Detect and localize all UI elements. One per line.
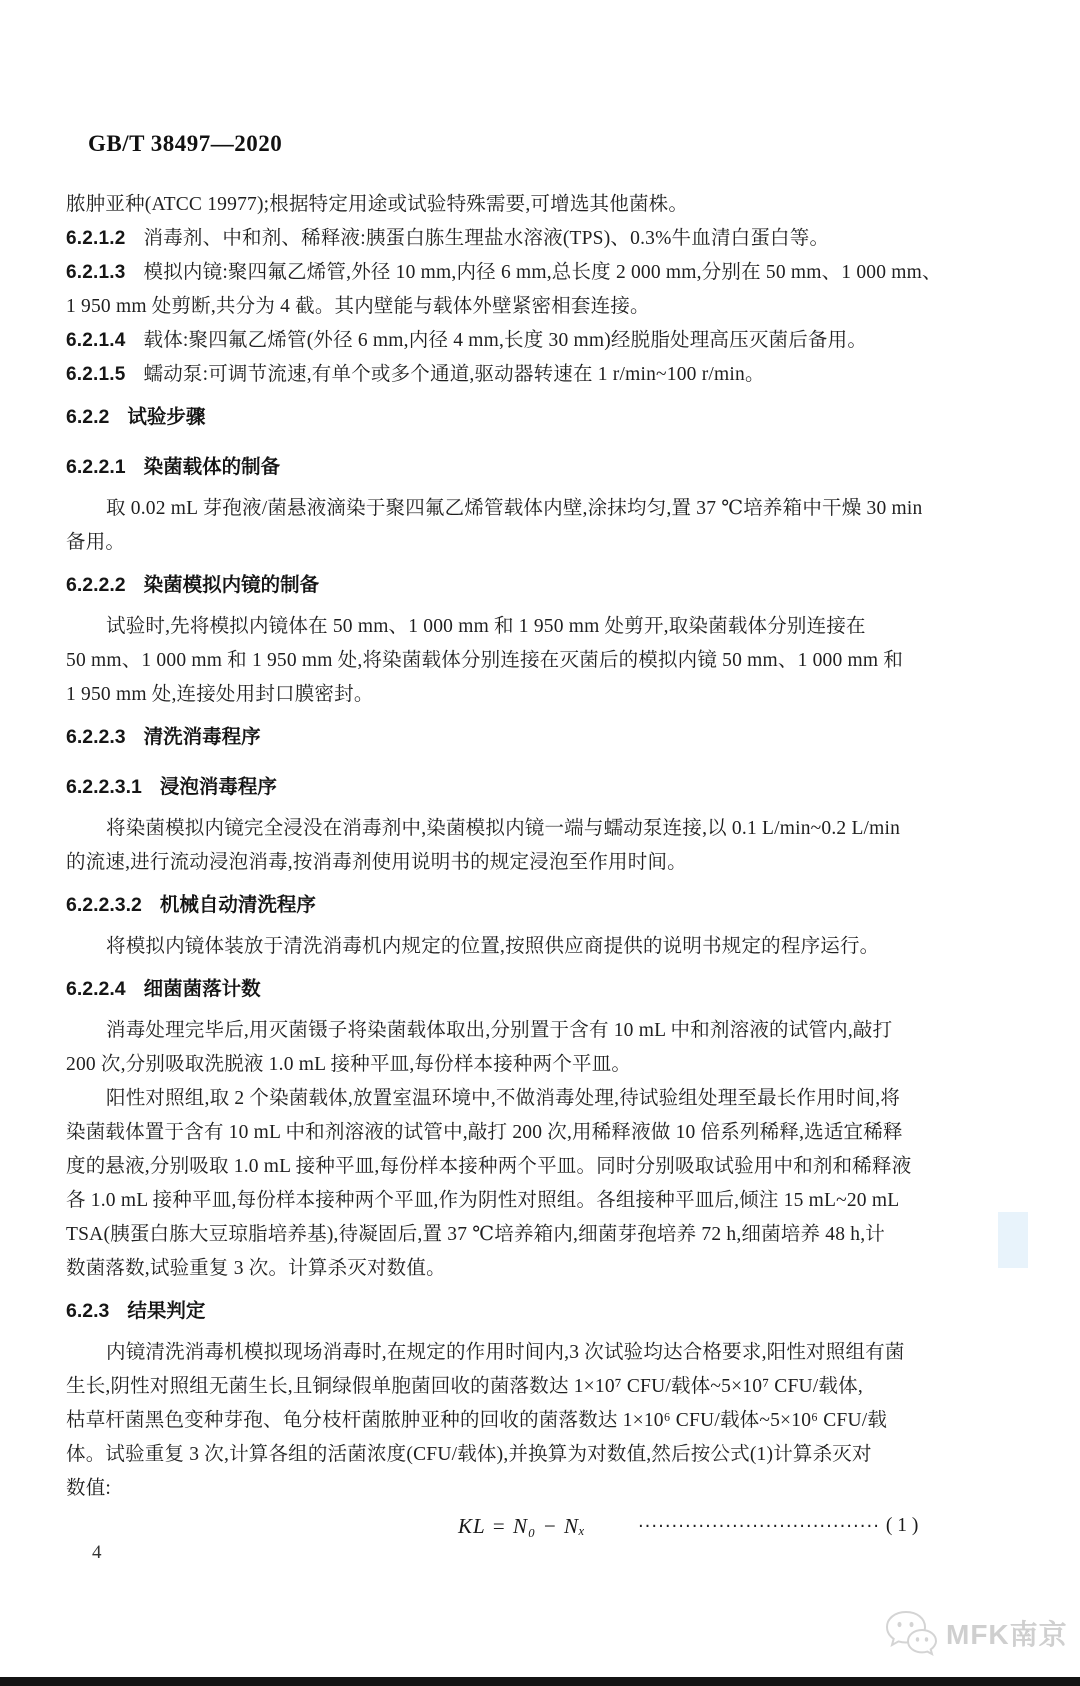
text-line	[66, 1370, 1022, 1404]
text-line	[66, 1438, 1022, 1472]
formula-number: ( 1 )	[885, 1515, 919, 1536]
heading-title: 浸泡消毒程序	[159, 776, 277, 798]
line-text: 备用。	[66, 532, 126, 553]
line-text: 消毒处理完毕后,用灭菌镊子将染菌载体取出,分别置于含有 10 mL 中和剂溶液的试管内,敲打	[106, 1020, 893, 1041]
clause-number: 6.2.1.4	[66, 330, 126, 351]
heading-title: 细菌菌落计数	[143, 978, 261, 1000]
line-text: 蠕动泵:可调节流速,有单个或多个通道,驱动器转速在 1 r/min~100 r/min。	[143, 364, 765, 385]
text-line	[66, 1014, 1022, 1048]
section-heading	[66, 400, 1022, 434]
line-text: 模拟内镜:聚四氟乙烯管,外径 10 mm,内径 6 mm,总长度 2 000 mm,分别在 50 mm、1 000 mm、	[143, 262, 942, 283]
text-line	[66, 526, 1022, 560]
text-line	[66, 846, 1022, 880]
section-heading	[66, 972, 1022, 1006]
heading-title: 结果判定	[127, 1300, 206, 1322]
watermark	[882, 1608, 1068, 1658]
text-line	[66, 678, 1022, 712]
section-heading	[66, 568, 1022, 602]
clause-number: 6.2.1.3	[66, 262, 126, 283]
text-line	[66, 256, 1022, 290]
standard-number: GB/T 38497—2020	[88, 131, 283, 156]
text-line	[66, 1472, 1022, 1506]
section-heading	[66, 720, 1022, 754]
watermark-text: MFK南京	[946, 1619, 1068, 1650]
line-text: 1 950 mm 处剪断,共分为 4 截。其内壁能与载体外壁紧密相套连接。	[66, 296, 650, 317]
text-line	[66, 188, 1022, 222]
line-text: 200 次,分别吸取洗脱液 1.0 mL 接种平皿,每份样本接种两个平皿。	[66, 1054, 632, 1075]
heading-number: 6.2.2.1	[66, 456, 126, 478]
text-line	[66, 324, 1022, 358]
section-heading	[66, 1294, 1022, 1328]
text-line	[66, 1116, 1022, 1150]
heading-title: 试验步骤	[127, 406, 206, 428]
text-line	[66, 930, 1022, 964]
text-line	[66, 1404, 1022, 1438]
heading-number: 6.2.2.3.1	[66, 776, 142, 798]
line-text: TSA(胰蛋白胨大豆琼脂培养基),待凝固后,置 37 ℃培养箱内,细菌芽孢培养 72 h,细菌培养 48 h,计	[66, 1224, 885, 1245]
line-text: 取 0.02 mL 芽孢液/菌悬液滴染于聚四氟乙烯管载体内壁,涂抹均匀,置 37 ℃培养箱中干燥 30 min	[106, 498, 923, 519]
text-line	[66, 1252, 1022, 1286]
clause-number: 6.2.1.5	[66, 364, 126, 385]
line-text: 将染菌模拟内镜完全浸没在消毒剂中,染菌模拟内镜一端与蠕动泵连接,以 0.1 L/min~0.2 L/min	[106, 818, 901, 839]
text-line	[66, 290, 1022, 324]
text-line	[66, 1082, 1022, 1116]
text-line	[66, 1150, 1022, 1184]
page-number: 4	[92, 1542, 102, 1563]
line-text: 体。试验重复 3 次,计算各组的活菌浓度(CFU/载体),并换算为对数值,然后按公式(1)计算杀灭对	[66, 1444, 872, 1465]
text-line	[66, 492, 1022, 526]
line-text: 生长,阴性对照组无菌生长,且铜绿假单胞菌回收的菌落数达 1×10⁷ CFU/载体~5×10⁷ CFU/载体,	[66, 1376, 863, 1397]
heading-title: 清洗消毒程序	[143, 726, 261, 748]
line-text: 数菌落数,试验重复 3 次。计算杀灭对数值。	[66, 1258, 446, 1279]
formula-row	[66, 1506, 1022, 1546]
heading-number: 6.2.3	[66, 1300, 110, 1322]
text-line	[66, 358, 1022, 392]
heading-title: 染菌模拟内镜的制备	[143, 574, 320, 596]
heading-title: 机械自动清洗程序	[159, 894, 316, 916]
heading-title: 染菌载体的制备	[143, 456, 281, 478]
heading-number: 6.2.2.2	[66, 574, 126, 596]
line-text: 1 950 mm 处,连接处用封口膜密封。	[66, 684, 374, 705]
formula-dot-leader: ····································	[637, 1515, 880, 1537]
heading-number: 6.2.2.3.2	[66, 894, 142, 916]
line-text: 将模拟内镜体装放于清洗消毒机内规定的位置,按照供应商提供的说明书规定的程序运行。	[106, 936, 880, 957]
formula-expression: KL = N₀ − Nₓ	[458, 1513, 586, 1538]
line-text: 脓肿亚种(ATCC 19977);根据特定用途或试验特殊需要,可增选其他菌株。	[66, 194, 689, 215]
text-line	[66, 610, 1022, 644]
text-line	[66, 812, 1022, 846]
heading-number: 6.2.2	[66, 406, 110, 428]
line-text: 度的悬液,分别吸取 1.0 mL 接种平皿,每份样本接种两个平皿。同时分别吸取试验用中和剂和稀释液	[66, 1156, 912, 1177]
bottom-bar	[0, 1677, 1080, 1686]
line-text: 阳性对照组,取 2 个染菌载体,放置室温环境中,不做消毒处理,待试验组处理至最长作用时间,将	[106, 1088, 901, 1109]
document-body	[66, 188, 1022, 1506]
section-heading	[66, 450, 1022, 484]
heading-number: 6.2.2.3	[66, 726, 126, 748]
text-line	[66, 1336, 1022, 1370]
line-text: 消毒剂、中和剂、稀释液:胰蛋白胨生理盐水溶液(TPS)、0.3%牛血清白蛋白等。	[143, 228, 830, 249]
line-text: 染菌载体置于含有 10 mL 中和剂溶液的试管中,敲打 200 次,用稀释液做 10 倍系列稀释,选适宜稀释	[66, 1122, 903, 1143]
section-heading	[66, 770, 1022, 804]
line-text: 的流速,进行流动浸泡消毒,按消毒剂使用说明书的规定浸泡至作用时间。	[66, 852, 687, 873]
line-text: 载体:聚四氟乙烯管(外径 6 mm,内径 4 mm,长度 30 mm)经脱脂处理高压灭菌后备用。	[143, 330, 868, 351]
line-text: 各 1.0 mL 接种平皿,每份样本接种两个平皿,作为阴性对照组。各组接种平皿后,倾注 15 mL~20 mL	[66, 1190, 900, 1211]
line-text: 内镜清洗消毒机模拟现场消毒时,在规定的作用时间内,3 次试验均达合格要求,阳性对照组有菌	[106, 1342, 905, 1363]
text-line	[66, 644, 1022, 678]
wechat-bubbles-icon	[882, 1608, 938, 1658]
text-line	[66, 1218, 1022, 1252]
line-text: 试验时,先将模拟内镜体在 50 mm、1 000 mm 和 1 950 mm 处剪开,取染菌载体分别连接在	[106, 616, 866, 637]
line-text: 枯草杆菌黑色变种芽孢、龟分枝杆菌脓肿亚种的回收的菌落数达 1×10⁶ CFU/载体~5×10⁶ CFU/载	[66, 1410, 888, 1431]
section-heading	[66, 888, 1022, 922]
text-line	[66, 222, 1022, 256]
text-line	[66, 1184, 1022, 1218]
line-text: 数值:	[66, 1478, 112, 1499]
line-text: 50 mm、1 000 mm 和 1 950 mm 处,将染菌载体分别连接在灭菌后的模拟内镜 50 mm、1 000 mm 和	[66, 650, 904, 671]
text-line	[66, 1048, 1022, 1082]
clause-number: 6.2.1.2	[66, 228, 126, 249]
heading-number: 6.2.2.4	[66, 978, 126, 1000]
